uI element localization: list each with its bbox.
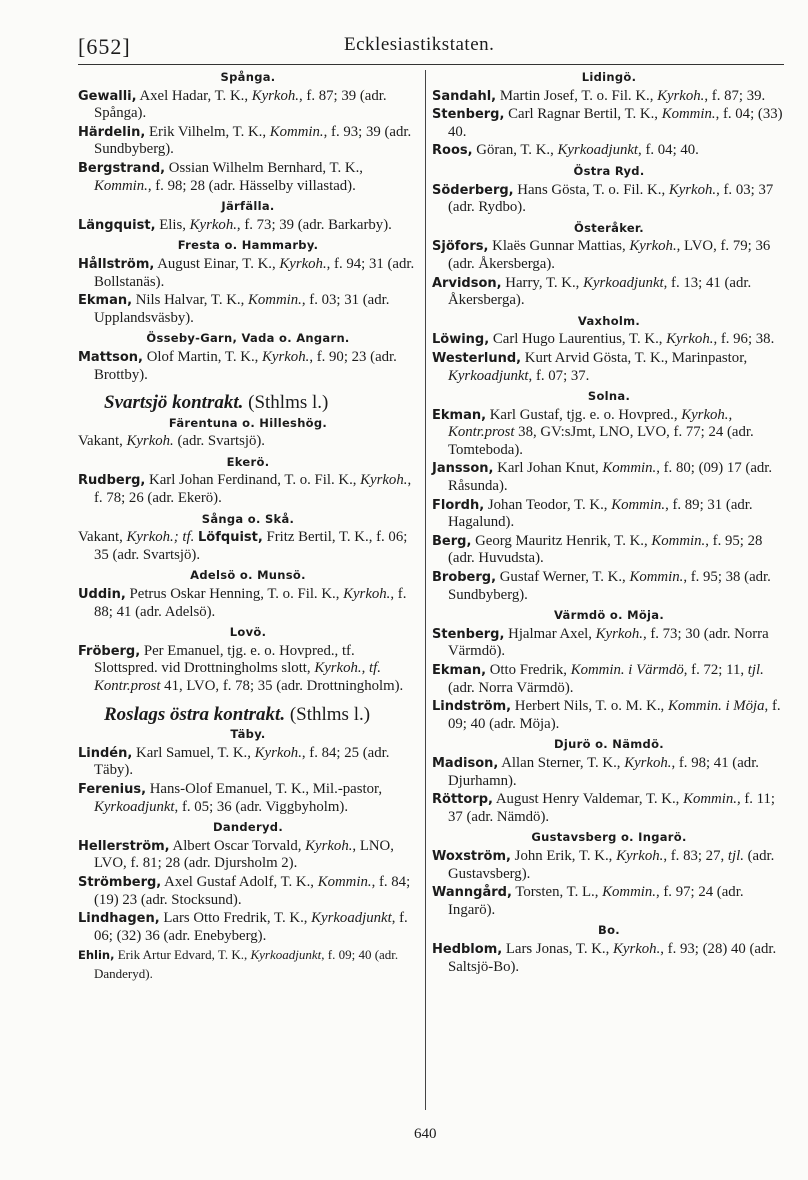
- entry-text: Vakant,: [78, 529, 127, 546]
- clergy-entry: [432, 407, 786, 460]
- entry-text: (adr. Gustavsberg).: [448, 847, 775, 882]
- clergy-title: Kyrkoh.: [279, 255, 327, 272]
- clergy-title: Kommin. i Värmdö: [570, 662, 684, 678]
- entry-text: Albert Oscar Torvald,: [169, 837, 306, 854]
- parish-heading: Bo.: [598, 923, 620, 938]
- clergy-title: Kyrkoh.: [616, 847, 664, 864]
- entry-text: (adr. Norra Värmdö).: [448, 679, 574, 696]
- clergy-title: Kommin.: [269, 123, 324, 140]
- clergy-entry: [432, 106, 786, 141]
- clergy-name: Fröberg,: [78, 643, 141, 659]
- entry-text: , f. 78; 26 (adr. Ekerö).: [94, 472, 412, 507]
- footer-page-number: 640: [414, 1126, 437, 1142]
- clergy-title: Kyrkoadjunkt: [250, 947, 322, 963]
- clergy-entry: [78, 292, 418, 327]
- clergy-entry: [432, 182, 786, 217]
- clergy-title: Kyrkoh.: [343, 586, 391, 603]
- entry-text: , f. 72; 11,: [683, 662, 748, 678]
- entry-text: , f. 94; 31 (adr. Bollstanäs).: [94, 255, 415, 290]
- column-divider: [425, 70, 426, 1110]
- running-title: Ecklesiastikstaten.: [344, 34, 495, 55]
- entry-text: , f. 98; 41 (adr. Djurhamn).: [448, 754, 759, 789]
- clergy-name: Wanngård,: [432, 885, 512, 901]
- clergy-name: Roos,: [432, 143, 473, 159]
- clergy-title: Kyrkoh.: [126, 433, 174, 450]
- clergy-name: Woxström,: [432, 848, 511, 864]
- clergy-name: Rudberg,: [78, 473, 146, 489]
- clergy-entry: [78, 643, 418, 696]
- entry-text: , f. 93; 39 (adr. Sundbyberg).: [94, 123, 412, 158]
- clergy-title: Kommin.: [683, 791, 737, 808]
- entry-text: Karl Johan Ferdinand, T. o. Fil. K.,: [145, 472, 361, 489]
- parish-heading: Djurö o. Nämdö.: [554, 737, 664, 752]
- entry-text: , f. 06; (32) 36 (adr. Enebyberg).: [94, 910, 408, 944]
- clergy-title: Kyrkoh.: [613, 940, 661, 957]
- clergy-name: Flordh,: [432, 497, 485, 513]
- clergy-name: Mattson,: [78, 349, 143, 365]
- clergy-title: Kyrkoadjunkt: [448, 367, 529, 384]
- entry-text: Axel Hadar, T. K.,: [136, 87, 252, 104]
- clergy-title: Kommin.: [611, 496, 666, 513]
- entry-text: Erik Artur Edvard, T. K.,: [114, 947, 251, 963]
- entry-text: Torsten, T. L.,: [511, 884, 603, 901]
- clergy-entry: [78, 586, 418, 621]
- entry-text: Vakant,: [78, 433, 127, 450]
- deanery-name: Roslags östra kontrakt.: [104, 703, 286, 725]
- clergy-name: Söderberg,: [432, 182, 514, 198]
- clergy-entry: [78, 781, 418, 816]
- clergy-name: Hellerström,: [78, 838, 170, 854]
- parish-heading: Färentuna o. Hilleshög.: [168, 415, 328, 430]
- entry-text: , f. 11; 37 (adr. Nämdö).: [448, 791, 776, 825]
- clergy-name: Ferenius,: [78, 781, 147, 797]
- entry-text: Nils Halvar, T. K.,: [132, 292, 249, 309]
- entry-text: Klaës Gunnar Mattias,: [488, 238, 630, 255]
- parish-heading: Danderyd.: [213, 820, 283, 835]
- clergy-entry: [78, 838, 418, 873]
- parish-heading: Ekerö.: [226, 454, 270, 469]
- clergy-title: Kyrkoh.: [624, 754, 672, 771]
- entry-text: , f. 83; 27,: [663, 847, 728, 864]
- parish-heading: Fresta o. Hammarby.: [177, 238, 319, 253]
- clergy-name: Röttorp,: [432, 792, 493, 808]
- clergy-entry: [432, 755, 786, 790]
- entry-text: 41, LVO, f. 78; 35 (adr. Drottningholm).: [160, 678, 404, 694]
- entry-text: Fritz Bertil, T. K., f. 06; 35 (adr. Svartsjö).: [94, 529, 408, 563]
- parish-heading: Östra Ryd.: [573, 163, 645, 178]
- clergy-title: Kyrkoh.: [668, 181, 717, 198]
- clergy-entry: [432, 497, 786, 532]
- left-column: [78, 66, 418, 984]
- clergy-entry: [78, 124, 418, 159]
- parish-heading: Lidingö.: [581, 70, 637, 84]
- clergy-name: Ehlin,: [78, 948, 115, 963]
- clergy-title: tjl.: [747, 662, 764, 678]
- entry-text: , f. 89; 31 (adr. Hagalund).: [448, 496, 753, 531]
- clergy-name: Härdelin,: [78, 124, 146, 140]
- header-rule: [78, 64, 784, 65]
- entry-text: Per Emanuel, tjg. e. o. Hovpred., tf. Slottspred. vid Drottningholms slott,: [94, 642, 355, 677]
- clergy-entry: [78, 874, 418, 909]
- clergy-entry: [78, 946, 418, 982]
- clergy-entry: [432, 88, 786, 106]
- clergy-name: Arvidson,: [432, 275, 502, 291]
- clergy-title: Kyrkoh.: [629, 238, 677, 255]
- clergy-entry: [432, 460, 786, 495]
- entry-text: Gustaf Werner, T. K.,: [496, 569, 630, 586]
- clergy-title: Kyrkoh.: [305, 837, 353, 854]
- clergy-title: Kyrkoh.: [251, 87, 299, 104]
- entry-text: , f. 90; 23 (adr. Brottby).: [94, 348, 397, 383]
- clergy-name: Längquist,: [78, 217, 156, 233]
- clergy-title: Kommin.: [602, 884, 656, 901]
- entry-text: , f. 84; 25 (adr. Täby).: [94, 744, 390, 779]
- clergy-name: Gewalli,: [78, 88, 137, 104]
- clergy-name: Löwing,: [432, 332, 490, 348]
- entry-text: Hans-Olof Emanuel, T. K., Mil.-pastor,: [146, 780, 383, 797]
- entry-text: Carl Ragnar Bertil, T. K.,: [504, 106, 662, 123]
- clergy-title: Kyrkoh., Kontr.prost: [448, 406, 733, 441]
- clergy-entry: [432, 626, 786, 661]
- clergy-title: Kyrkoh.: [254, 744, 302, 761]
- entry-text: , f. 88; 41 (adr. Adelsö).: [94, 586, 407, 620]
- entry-text: , f. 80; (09) 17 (adr. Råsunda).: [448, 460, 773, 495]
- entry-text: Martin Josef, T. o. Fil. K.,: [496, 87, 658, 104]
- clergy-name: Broberg,: [432, 570, 497, 586]
- clergy-title: Kommin.: [629, 569, 684, 586]
- entry-text: Elis,: [155, 216, 190, 233]
- deanery-heading: [104, 703, 418, 725]
- entry-text: , f. 73; 39 (adr. Barkarby).: [236, 216, 392, 233]
- deanery-heading: [104, 394, 418, 412]
- entry-text: Harry, T. K.,: [501, 274, 584, 291]
- entry-text: , f. 04; 40.: [638, 142, 699, 159]
- entry-text: Lars Jonas, T. K.,: [502, 940, 614, 957]
- entry-text: , f. 03; 31 (adr. Upplandsväsby).: [94, 292, 390, 326]
- parish-heading: Spånga.: [220, 70, 276, 84]
- clergy-title: Kommin.: [602, 460, 657, 477]
- clergy-entry: [78, 433, 418, 451]
- parish-heading: Täby.: [230, 727, 266, 742]
- clergy-entry: [78, 472, 418, 507]
- clergy-entry: [78, 160, 418, 195]
- clergy-entry: [432, 275, 786, 310]
- entry-text: , f. 95; 38 (adr. Sundbyberg).: [448, 569, 771, 603]
- clergy-name: Lindström,: [432, 699, 512, 715]
- clergy-entry: [432, 941, 786, 976]
- parish-heading: Adelsö o. Munsö.: [190, 568, 306, 583]
- entry-text: Lars Otto Fredrik, T. K.,: [159, 910, 312, 927]
- clergy-entry: [432, 662, 786, 697]
- entry-text: (adr. Svartsjö).: [173, 433, 265, 450]
- page-number: [652]: [78, 34, 131, 59]
- clergy-title: Kyrkoadjunkt: [311, 910, 392, 927]
- entry-text: , f. 98; 28 (adr. Hässelby villastad).: [147, 177, 356, 194]
- clergy-name: Strömberg,: [78, 874, 162, 890]
- clergy-name: Uddin,: [78, 587, 126, 603]
- entry-text: Göran, T. K.,: [472, 142, 558, 159]
- parish-heading: Järfälla.: [221, 199, 275, 214]
- clergy-title: Kyrkoh.: [657, 87, 705, 104]
- entry-text: , f. 87; 39.: [704, 87, 766, 104]
- entry-text: , f. 97; 24 (adr. Ingarö).: [448, 884, 744, 918]
- clergy-entry: [78, 349, 418, 384]
- clergy-name: Löfquist,: [198, 530, 263, 546]
- entry-text: Petrus Oskar Henning, T. o. Fil. K.,: [125, 586, 344, 603]
- clergy-title: Kommin. i Möja: [667, 698, 765, 715]
- deanery-note: (Sthlms l.): [248, 392, 329, 414]
- entry-text: Hjalmar Axel,: [504, 625, 596, 642]
- clergy-title: Kommin.: [651, 532, 706, 549]
- entry-text: , f. 09; 40 (adr. Danderyd).: [94, 947, 399, 981]
- clergy-entry: [432, 142, 786, 160]
- clergy-name: Ekman,: [432, 663, 487, 678]
- entry-text: , f. 13; 41 (adr. Åkersberga).: [448, 274, 752, 309]
- parish-heading: Österåker.: [574, 220, 644, 235]
- clergy-name: Hedblom,: [432, 941, 503, 957]
- clergy-name: Sjöfors,: [432, 239, 489, 255]
- clergy-name: Stenberg,: [432, 626, 505, 642]
- clergy-entry: [78, 910, 418, 945]
- clergy-entry: [432, 569, 786, 604]
- clergy-name: Jansson,: [432, 461, 494, 477]
- clergy-name: Stenberg,: [432, 107, 505, 123]
- clergy-entry: [432, 791, 786, 826]
- clergy-title: Kyrkoh., tf. Kontr.prost: [94, 660, 381, 694]
- parish-heading: Solna.: [587, 389, 631, 404]
- parish-heading: Vaxholm.: [577, 313, 641, 328]
- entry-text: , f. 87; 39 (adr. Spånga).: [94, 87, 387, 122]
- parish-heading: Lovö.: [229, 625, 267, 640]
- entry-text: , f. 84; (19) 23 (adr. Stocksund).: [94, 873, 411, 908]
- clergy-name: Berg,: [432, 533, 472, 549]
- entry-text: Karl Johan Knut,: [493, 460, 603, 477]
- clergy-title: Kyrkoadjunkt: [94, 798, 175, 815]
- entry-text: Carl Hugo Laurentius, T. K.,: [489, 331, 667, 348]
- entry-text: , f. 03; 37 (adr. Rydbo).: [448, 181, 774, 216]
- entry-text: Otto Fredrik,: [486, 662, 571, 678]
- deanery-note: (Sthlms l.): [289, 703, 371, 725]
- entry-text: Erik Vilhelm, T. K.,: [145, 123, 270, 140]
- entry-text: Johan Teodor, T. K.,: [484, 496, 612, 513]
- clergy-entry: [78, 256, 418, 291]
- parish-heading: Sånga o. Skå.: [201, 511, 295, 526]
- clergy-title: Kyrkoh.: [595, 625, 643, 642]
- clergy-entry: [78, 88, 418, 123]
- entry-text: , f. 93; (28) 40 (adr. Saltsjö-Bo).: [448, 940, 777, 975]
- entry-text: Kurt Arvid Gösta, T. K., Marinpastor,: [521, 349, 748, 366]
- clergy-name: Lindhagen,: [78, 911, 160, 927]
- entry-text: , f. 73; 30 (adr. Norra Värmdö).: [448, 625, 769, 660]
- clergy-name: Hållström,: [78, 256, 155, 272]
- clergy-entry: [432, 848, 786, 883]
- clergy-title: Kyrkoh.: [189, 216, 237, 233]
- entry-text: , f. 07; 37.: [528, 367, 590, 384]
- right-column: [432, 66, 786, 977]
- clergy-title: Kyrkoadjunkt: [583, 274, 664, 291]
- clergy-title: Kyrkoadjunkt: [557, 142, 639, 159]
- clergy-entry: [432, 331, 786, 349]
- entry-text: , f. 04; (33) 40.: [448, 106, 783, 140]
- clergy-entry: [432, 533, 786, 568]
- clergy-entry: [432, 350, 786, 385]
- entry-text: , f. 96; 38.: [713, 331, 775, 348]
- entry-text: , f. 05; 36 (adr. Viggbyholm).: [174, 798, 349, 815]
- parish-heading: Gustavsberg o. Ingarö.: [531, 830, 687, 845]
- entry-text: , LVO, f. 79; 36 (adr. Åkersberga).: [448, 238, 771, 272]
- entry-text: Ossian Wilhelm Bernhard, T. K.,: [165, 159, 363, 176]
- clergy-name: Bergstrand,: [78, 160, 166, 176]
- entry-text: Hans Gösta, T. o. Fil. K.,: [513, 181, 669, 198]
- clergy-title: Kyrkoh.; tf.: [126, 529, 195, 546]
- entry-text: Olof Martin, T. K.,: [143, 348, 263, 365]
- clergy-title: Kommin.: [317, 873, 372, 890]
- entry-text: Karl Samuel, T. K.,: [132, 744, 255, 761]
- clergy-name: Westerlund,: [432, 350, 522, 366]
- clergy-entry: [78, 529, 418, 564]
- deanery-name: Svartsjö kontrakt.: [104, 392, 244, 414]
- clergy-title: Kommin.: [94, 177, 148, 194]
- entry-text: 38, GV:sJmt, LNO, LVO, f. 77; 24 (adr. Tomteboda).: [448, 424, 754, 458]
- clergy-name: Sandahl,: [432, 88, 497, 104]
- parish-heading: Värmdö o. Möja.: [553, 608, 664, 623]
- entry-text: John Erik, T. K.,: [510, 847, 617, 864]
- clergy-entry: [78, 745, 418, 780]
- entry-text: , f. 95; 28 (adr. Huvudsta).: [448, 532, 763, 567]
- clergy-title: Kommin.: [661, 106, 716, 123]
- clergy-title: Kyrkoh.: [262, 348, 310, 365]
- entry-text: Allan Sterner, T. K.,: [498, 754, 625, 771]
- clergy-title: Kyrkoh.: [666, 331, 714, 348]
- page-header: [78, 32, 790, 66]
- clergy-title: Kyrkoh.: [360, 472, 408, 489]
- clergy-name: Lindén,: [78, 745, 133, 761]
- entry-text: Karl Gustaf, tjg. e. o. Hovpred.,: [486, 406, 682, 423]
- entry-text: , LNO, LVO, f. 81; 28 (adr. Djursholm 2).: [94, 837, 394, 872]
- clergy-entry: [432, 698, 786, 733]
- entry-text: Axel Gustaf Adolf, T. K.,: [161, 873, 318, 890]
- clergy-name: Madison,: [432, 755, 499, 771]
- entry-text: August Einar, T. K.,: [154, 255, 280, 272]
- entry-text: Georg Mauritz Henrik, T. K.,: [471, 532, 652, 549]
- entry-text: Herbert Nils, T. o. M. K.,: [511, 698, 668, 715]
- clergy-title: Kommin.: [248, 292, 302, 309]
- clergy-entry: [432, 884, 786, 919]
- parish-heading: Össeby-Garn, Vada o. Angarn.: [146, 331, 350, 346]
- clergy-entry: [78, 217, 418, 235]
- entry-text: , f. 09; 40 (adr. Möja).: [448, 698, 781, 732]
- clergy-name: Ekman,: [432, 407, 487, 423]
- clergy-entry: [432, 238, 786, 273]
- entry-text: August Henry Valdemar, T. K.,: [492, 791, 684, 808]
- clergy-title: tjl.: [727, 847, 744, 864]
- clergy-name: Ekman,: [78, 293, 133, 309]
